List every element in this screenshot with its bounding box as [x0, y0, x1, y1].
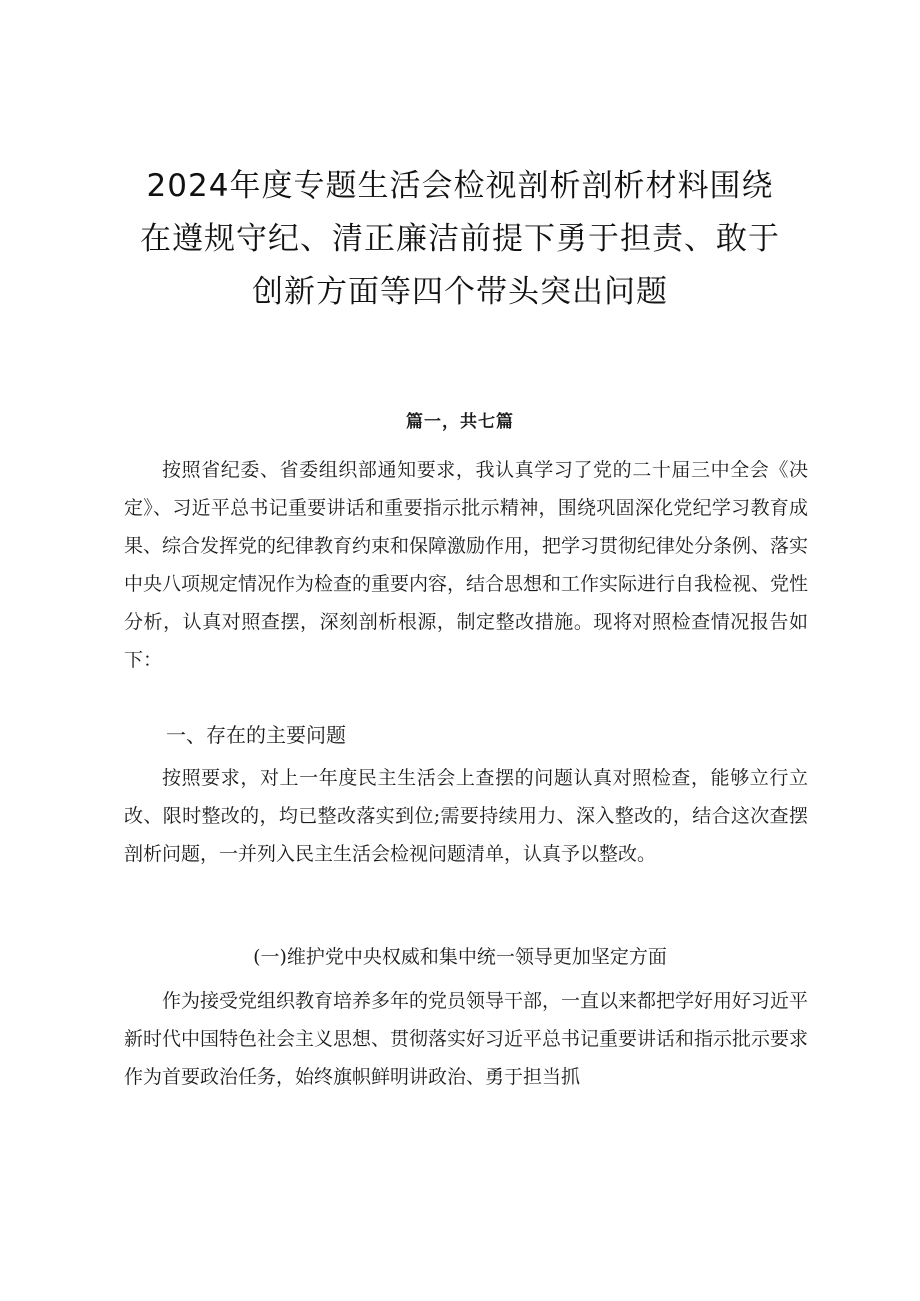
title-line: 创新方面等四个带头突出问题: [252, 274, 668, 310]
body-paragraph: 按照要求，对上一年度民主生活会上查摆的问题认真对照检查，能够立行立改、限时整改的，均已整改落实到位;需要持续用力、深入整改的，结合这次查摆剖析问题，一并列入民主生活会检视问题清单，认真予以整改。: [124, 767, 808, 865]
intro-paragraph: 按照省纪委、省委组织部通知要求，我认真学习了党的二十届三中全会《决定》、习近平总书记重要讲话和重要指示批示精神，围绕巩固深化党纪学习教育成果、综合发挥党的纪律教育约束和保障激励作用，把学习贯彻纪律处分条例、落实中央八项规定情况作为检查的重要内容，结合思想和工作实际进行自我检视、党性分析，认真对照查摆，深刻剖析根源，制定整改措施。现将对照检查情况报告如下：: [124, 459, 809, 671]
document-subtitle: 篇一，共七篇: [406, 412, 514, 432]
body-paragraph: 作为接受党组织教育培养多年的党员领导干部，一直以来都把学好用好习近平新时代中国特色社会主义思想、贯彻落实好习近平总书记重要讲话和指示批示要求作为首要政治任务，始终旗帜鲜明讲政治、勇于担当抓: [124, 990, 809, 1088]
sub-section-heading: (一)维护党中央权威和集中统一领导更加坚定方面: [253, 946, 667, 968]
document-title: [100, 160, 820, 319]
title-line: 2024年度专题生活会检视剖析剖析材料围绕: [146, 168, 774, 204]
title-line: 在遵规守纪、清正廉洁前提下勇于担责、敢于: [140, 221, 780, 257]
section-heading: 一、存在的主要问题: [166, 723, 346, 747]
